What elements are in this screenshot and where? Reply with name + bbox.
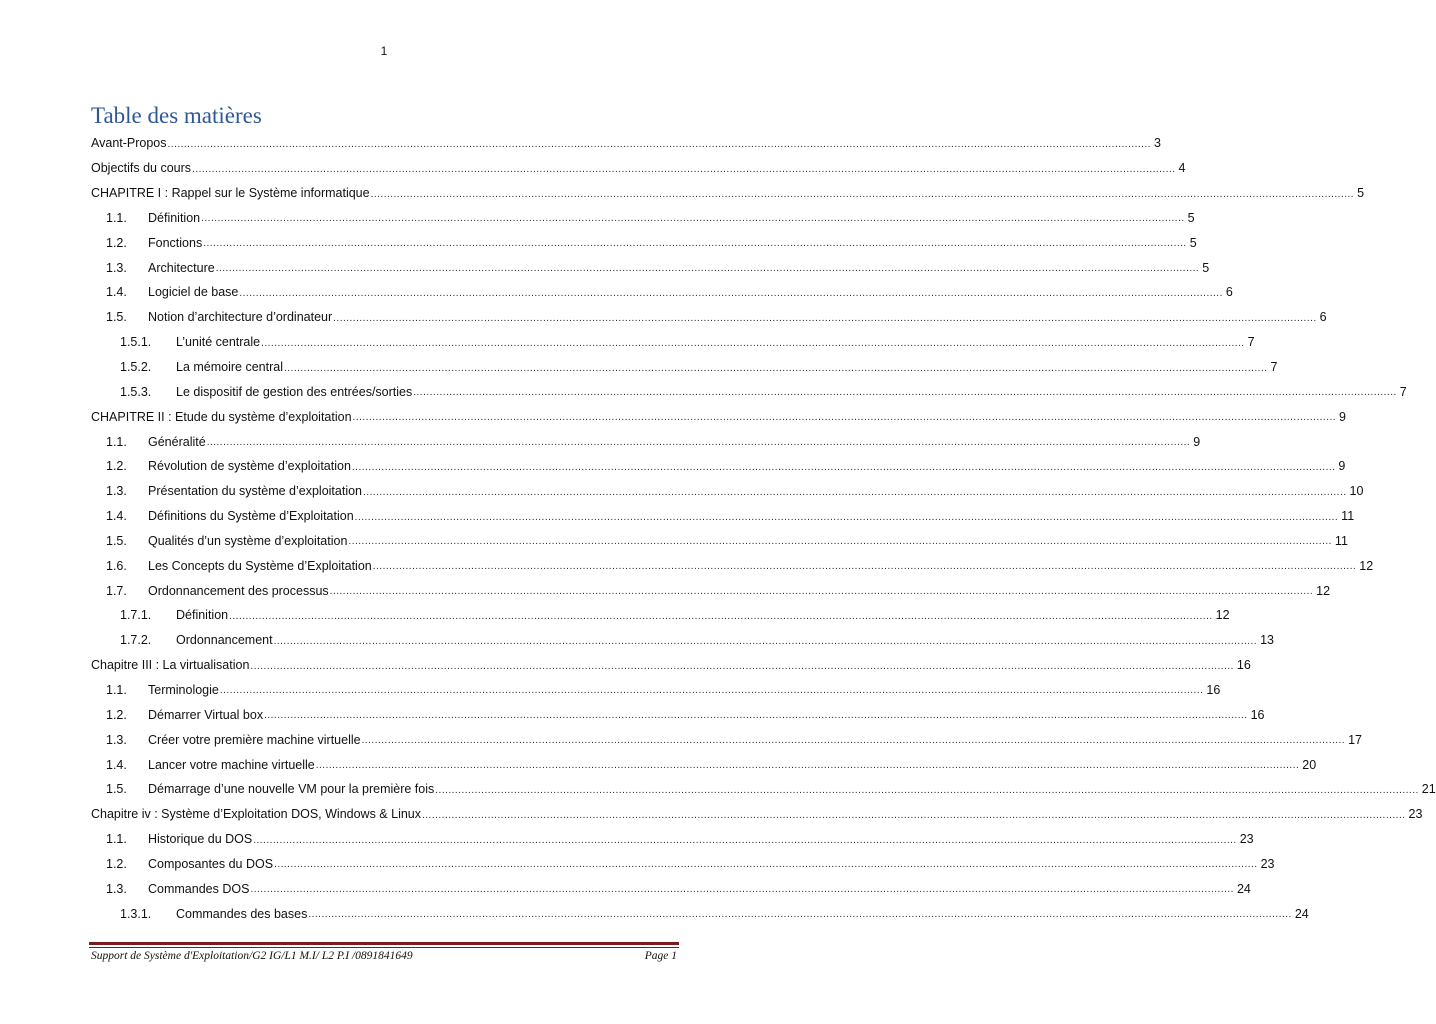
toc-entry-page: 6 bbox=[1319, 310, 1327, 325]
toc-entry-number: 1.1. bbox=[106, 434, 127, 449]
toc-dot-leader: ............................................................................................................................................................................................................................................................................................................ bbox=[264, 710, 1248, 722]
toc-dot-leader: ............................................................................................................................................................................................................................................................................................................ bbox=[308, 909, 1292, 921]
toc-entry-number: 1.1. bbox=[106, 210, 127, 225]
toc-dot-leader: ............................................................................................................................................................................................................................................................................................................ bbox=[370, 188, 1355, 200]
toc-entry-title: Terminologie bbox=[148, 682, 219, 697]
toc-entry-number: 1.5. bbox=[106, 782, 127, 797]
toc-entry-page: 7 bbox=[1270, 360, 1278, 375]
toc-dot-leader: ............................................................................................................................................................................................................................................................................................................ bbox=[274, 859, 1258, 871]
toc-entry-title: Lancer votre machine virtuelle bbox=[148, 757, 315, 772]
toc-dot-leader: ............................................................................................................................................................................................................................................................................................................ bbox=[361, 735, 1346, 747]
toc-entry-number: 1.7. bbox=[106, 583, 127, 598]
toc-entry-page: 5 bbox=[1187, 210, 1195, 225]
toc-entry-title: Le dispositif de gestion des entrées/sorties bbox=[176, 384, 413, 399]
toc-entry-number: 1.5. bbox=[106, 533, 127, 548]
toc-entry[interactable] bbox=[91, 603, 1230, 628]
toc-entry-title: Commandes DOS bbox=[148, 881, 250, 896]
toc-list bbox=[91, 131, 1436, 926]
toc-entry-page: 4 bbox=[1178, 161, 1186, 176]
toc-entry[interactable] bbox=[91, 181, 1365, 206]
toc-entry[interactable] bbox=[91, 156, 1186, 181]
footer-course-info: Support de Système d'Exploitation/G2 IG/L1 M.I/ L2 P.I /0891841649 bbox=[91, 950, 413, 962]
toc-entry[interactable] bbox=[91, 578, 1331, 603]
toc-entry[interactable] bbox=[91, 702, 1265, 727]
toc-entry-number: 1.1. bbox=[106, 682, 127, 697]
toc-entry-number: 1.3. bbox=[106, 484, 127, 499]
toc-entry-number: 1.4. bbox=[106, 757, 127, 772]
toc-dot-leader: ............................................................................................................................................................................................................................................................................................................ bbox=[435, 784, 1419, 796]
toc-entry[interactable] bbox=[91, 454, 1346, 479]
toc-entry-page: 23 bbox=[1260, 856, 1275, 871]
toc-entry-title: CHAPITRE II : Etude du système d’exploitation bbox=[91, 409, 352, 424]
toc-entry-title: Ordonnancement des processus bbox=[148, 583, 329, 598]
toc-dot-leader: ............................................................................................................................................................................................................................................................................................................ bbox=[315, 760, 1300, 772]
toc-entry-number: 1.3. bbox=[106, 732, 127, 747]
toc-entry-page: 5 bbox=[1357, 186, 1365, 201]
toc-entry-title: Logiciel de base bbox=[148, 285, 239, 300]
toc-entry-title: La mémoire central bbox=[176, 360, 283, 375]
toc-entry-page: 16 bbox=[1206, 682, 1221, 697]
toc-entry[interactable] bbox=[91, 504, 1355, 529]
toc-entry-page: 5 bbox=[1189, 235, 1197, 250]
toc-entry-page: 3 bbox=[1154, 136, 1161, 151]
toc-entry-title: Démarrer Virtual box bbox=[148, 707, 264, 722]
toc-dot-leader: ............................................................................................................................................................................................................................................................................................................ bbox=[219, 685, 1204, 697]
toc-dot-leader: ............................................................................................................................................................................................................................................................................................................ bbox=[201, 213, 1185, 225]
toc-dot-leader: ............................................................................................................................................................................................................................................................................................................ bbox=[348, 536, 1332, 548]
toc-entry-title: Avant-Propos bbox=[91, 136, 167, 151]
toc-entry[interactable] bbox=[91, 653, 1251, 678]
toc-dot-leader: ............................................................................................................................................................................................................................................................................................................ bbox=[206, 437, 1191, 449]
toc-dot-leader: ............................................................................................................................................................................................................................................................................................................ bbox=[273, 635, 1258, 647]
toc-entry-page: 7 bbox=[1247, 335, 1255, 350]
toc-entry-number: 1.5. bbox=[106, 310, 127, 325]
toc-entry-page: 12 bbox=[1359, 558, 1374, 573]
toc-dot-leader: ............................................................................................................................................................................................................................................................................................................ bbox=[363, 486, 1347, 498]
toc-entry-title: Présentation du système d’exploitation bbox=[148, 484, 363, 499]
toc-entry-number: 1.2. bbox=[106, 856, 127, 871]
footer-rule-thin bbox=[89, 947, 679, 948]
toc-entry-number: 1.3. bbox=[106, 260, 127, 275]
toc-entry-title: Définitions du Système d’Exploitation bbox=[148, 509, 354, 524]
toc-entry[interactable] bbox=[91, 628, 1274, 653]
toc-entry-title: L’unité centrale bbox=[176, 335, 261, 350]
toc-entry-page: 16 bbox=[1236, 658, 1251, 673]
toc-dot-leader: ............................................................................................................................................................................................................................................................................................................ bbox=[351, 461, 1336, 473]
toc-entry-title: Ordonnancement bbox=[176, 633, 273, 648]
toc-entry-title: Fonctions bbox=[148, 235, 203, 250]
toc-entry[interactable] bbox=[91, 379, 1407, 404]
toc-entry-number: 1.4. bbox=[106, 285, 127, 300]
toc-entry-number: 1.4. bbox=[106, 509, 127, 524]
toc-entry-number: 1.3.1. bbox=[120, 906, 152, 921]
toc-entry[interactable] bbox=[91, 678, 1221, 703]
header-page-number: 1 bbox=[380, 44, 388, 58]
toc-dot-leader: ............................................................................................................................................................................................................................................................................................................ bbox=[372, 561, 1357, 573]
toc-entry-title: Commandes des bases bbox=[176, 906, 308, 921]
toc-entry-page: 11 bbox=[1341, 509, 1355, 524]
footer-page-label: Page 1 bbox=[644, 950, 677, 962]
toc-entry-page: 12 bbox=[1316, 583, 1331, 598]
toc-entry-title: CHAPITRE I : Rappel sur le Système informatique bbox=[91, 186, 370, 201]
toc-entry-page: 12 bbox=[1215, 608, 1230, 623]
toc-dot-leader: ............................................................................................................................................................................................................................................................................................................ bbox=[250, 884, 1234, 896]
toc-entry-number: 1.3. bbox=[106, 881, 127, 896]
toc-entry-title: Qualités d’un système d’exploitation bbox=[148, 533, 348, 548]
toc-dot-leader: ............................................................................................................................................................................................................................................................................................................ bbox=[261, 337, 1245, 349]
toc-entry[interactable] bbox=[91, 404, 1346, 429]
toc-entry-title: Objectifs du cours bbox=[91, 161, 192, 176]
toc-dot-leader: ............................................................................................................................................................................................................................................................................................................ bbox=[352, 412, 1337, 424]
toc-entry-title: Notion d’architecture d’ordinateur bbox=[148, 310, 333, 325]
toc-entry-title: Les Concepts du Système d’Exploitation bbox=[148, 558, 372, 573]
toc-entry-page: 5 bbox=[1202, 260, 1210, 275]
toc-entry-page: 24 bbox=[1236, 881, 1251, 896]
toc-entry[interactable] bbox=[91, 802, 1423, 827]
toc-entry-page: 21 bbox=[1421, 782, 1436, 797]
toc-entry-page: 23 bbox=[1239, 832, 1254, 847]
toc-entry-number: 1.5.1. bbox=[120, 335, 152, 350]
toc-entry-number: 1.2. bbox=[106, 235, 127, 250]
toc-entry[interactable] bbox=[91, 827, 1254, 852]
toc-entry[interactable] bbox=[91, 305, 1327, 330]
toc-entry-number: 1.5.3. bbox=[120, 384, 152, 399]
toc-entry[interactable] bbox=[91, 851, 1275, 876]
toc-entry[interactable] bbox=[91, 529, 1348, 554]
toc-entry-number: 1.1. bbox=[106, 832, 127, 847]
toc-entry-page: 11 bbox=[1334, 533, 1348, 548]
toc-entry[interactable] bbox=[91, 727, 1362, 752]
toc-entry[interactable] bbox=[91, 330, 1255, 355]
toc-entry-title: Composantes du DOS bbox=[148, 856, 274, 871]
toc-entry[interactable] bbox=[91, 553, 1374, 578]
toc-entry-title: Architecture bbox=[148, 260, 215, 275]
toc-dot-leader: ............................................................................................................................................................................................................................................................................................................ bbox=[215, 263, 1200, 275]
toc-entry-title: Chapitre III : La virtualisation bbox=[91, 658, 250, 673]
toc-entry-number: 1.2. bbox=[106, 459, 127, 474]
toc-entry[interactable] bbox=[91, 429, 1201, 454]
toc-entry-title: Créer votre première machine virtuelle bbox=[148, 732, 361, 747]
toc-entry-page: 13 bbox=[1260, 633, 1274, 648]
toc-entry[interactable] bbox=[91, 131, 1161, 156]
toc-entry-number: 1.2. bbox=[106, 707, 127, 722]
toc-entry[interactable] bbox=[91, 901, 1309, 926]
toc-entry[interactable] bbox=[91, 479, 1364, 504]
toc-dot-leader: ............................................................................................................................................................................................................................................................................................................ bbox=[203, 238, 1187, 250]
toc-dot-leader: ............................................................................................................................................................................................................................................................................................................ bbox=[250, 660, 1234, 672]
toc-entry-number: 1.7.1. bbox=[120, 608, 152, 623]
toc-title: Table des matières bbox=[91, 103, 262, 128]
toc-entry[interactable] bbox=[91, 230, 1197, 255]
toc-entry-page: 9 bbox=[1339, 409, 1346, 424]
toc-entry-page: 10 bbox=[1349, 484, 1364, 499]
toc-entry-number: 1.6. bbox=[106, 558, 127, 573]
toc-entry-page: 24 bbox=[1294, 906, 1309, 921]
toc-entry-title: Définition bbox=[176, 608, 229, 623]
toc-dot-leader: ............................................................................................................................................................................................................................................................................................................ bbox=[167, 138, 1152, 150]
toc-entry-page: 9 bbox=[1193, 434, 1201, 449]
toc-entry[interactable] bbox=[91, 280, 1233, 305]
toc-entry-title: Généralité bbox=[148, 434, 206, 449]
toc-dot-leader: ............................................................................................................................................................................................................................................................................................................ bbox=[229, 610, 1213, 622]
toc-entry-title: Historique du DOS bbox=[148, 832, 253, 847]
toc-dot-leader: ............................................................................................................................................................................................................................................................................................................ bbox=[422, 809, 1406, 821]
toc-entry[interactable] bbox=[91, 255, 1210, 280]
toc-dot-leader: ............................................................................................................................................................................................................................................................................................................ bbox=[329, 586, 1314, 598]
toc-entry-title: Révolution de système d’exploitation bbox=[148, 459, 351, 474]
toc-dot-leader: ............................................................................................................................................................................................................................................................................................................ bbox=[239, 287, 1223, 299]
toc-entry[interactable] bbox=[91, 206, 1195, 231]
toc-entry-page: 20 bbox=[1302, 757, 1317, 772]
toc-entry-page: 6 bbox=[1225, 285, 1233, 300]
toc-entry-number: 1.7.2. bbox=[120, 633, 152, 648]
toc-entry-page: 9 bbox=[1338, 459, 1346, 474]
footer-rule-thick bbox=[89, 942, 679, 945]
toc-entry[interactable] bbox=[91, 752, 1317, 777]
toc-dot-leader: ............................................................................................................................................................................................................................................................................................................ bbox=[284, 362, 1268, 374]
toc-dot-leader: ............................................................................................................................................................................................................................................................................................................ bbox=[413, 387, 1397, 399]
toc-entry-title: Chapitre iv : Système d’Exploitation DOS, Windows & Linux bbox=[91, 807, 421, 822]
toc-entry-title: Démarrage d’une nouvelle VM pour la première fois bbox=[148, 782, 435, 797]
toc-dot-leader: ............................................................................................................................................................................................................................................................................................................ bbox=[333, 312, 1317, 324]
toc-entry-page: 17 bbox=[1348, 732, 1362, 747]
toc-dot-leader: ............................................................................................................................................................................................................................................................................................................ bbox=[192, 163, 1176, 175]
toc-entry-title: Définition bbox=[148, 210, 201, 225]
toc-entry-page: 7 bbox=[1399, 384, 1407, 399]
toc-entry-page: 16 bbox=[1250, 707, 1265, 722]
toc-dot-leader: ............................................................................................................................................................................................................................................................................................................ bbox=[354, 511, 1339, 523]
toc-entry[interactable] bbox=[91, 355, 1278, 380]
toc-entry-page: 23 bbox=[1408, 807, 1423, 822]
toc-entry[interactable] bbox=[91, 876, 1251, 901]
toc-entry[interactable] bbox=[91, 777, 1436, 802]
toc-dot-leader: ............................................................................................................................................................................................................................................................................................................ bbox=[253, 834, 1237, 846]
toc-entry-number: 1.5.2. bbox=[120, 360, 152, 375]
